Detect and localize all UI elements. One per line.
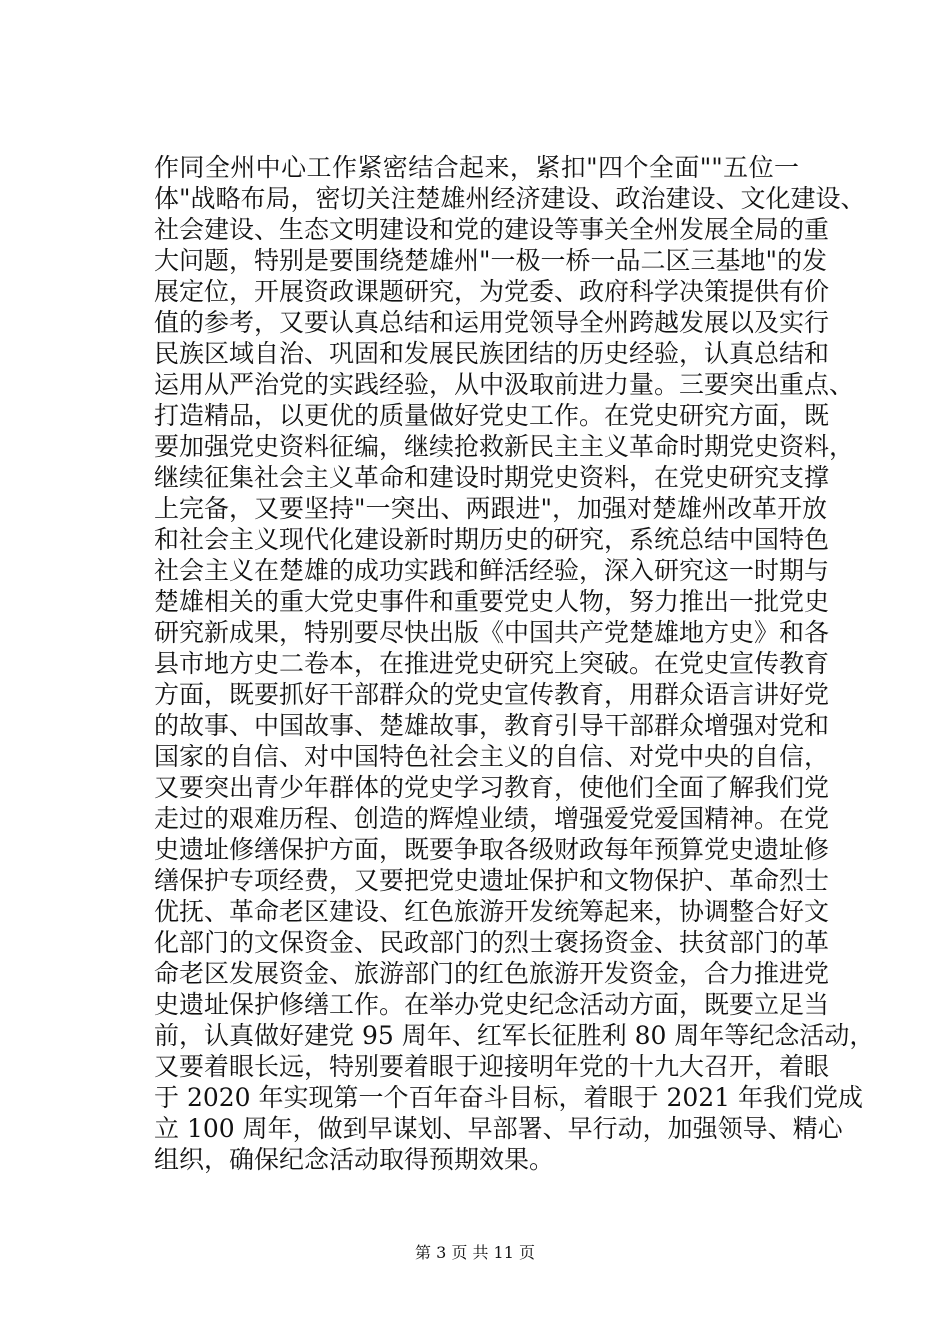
text-line: 国家的自信、对中国特色社会主义的自信、对党中央的自信， — [154, 742, 830, 771]
text-line: 化部门的文保资金、民政部门的烈士褒扬资金、扶贫部门的革 — [154, 928, 830, 957]
text-line: 于 2020 年实现第一个百年奋斗目标，着眼于 2021 年我们党成 — [154, 1083, 864, 1112]
text-line: 上完备，又要坚持"一突出、两跟进"，加强对楚雄州改革开放 — [154, 494, 828, 523]
text-line: 大问题，特别是要围绕楚雄州"一极一桥一品二区三基地"的发 — [154, 246, 828, 275]
text-line: 走过的艰难历程、创造的辉煌业绩，增强爱党爱国精神。在党 — [154, 804, 830, 833]
text-line: 缮保护专项经费，又要把党史遗址保护和文物保护、革命烈士 — [154, 866, 830, 895]
text-line: 优抚、革命老区建设、红色旅游开发统筹起来，协调整合好文 — [154, 897, 830, 926]
text-line: 又要着眼长远，特别要着眼于迎接明年党的十九大召开，着眼 — [154, 1052, 830, 1081]
text-line: 和社会主义现代化建设新时期历史的研究，系统总结中国特色 — [154, 525, 830, 554]
text-line-last: 组织，确保纪念活动取得预期效果。 — [154, 1145, 555, 1174]
text-line: 体"战略布局，密切关注楚雄州经济建设、政治建设、文化建设、 — [154, 184, 866, 213]
text-line: 展定位，开展资政课题研究，为党委、政府科学决策提供有价 — [154, 277, 830, 306]
text-line: 命老区发展资金、旅游部门的红色旅游开发资金，合力推进党 — [154, 959, 830, 988]
text-line: 作同全州中心工作紧密结合起来，紧扣"四个全面""五位一 — [154, 153, 799, 182]
text-line: 打造精品，以更优的质量做好党史工作。在党史研究方面，既 — [154, 401, 830, 430]
body-paragraph — [154, 152, 875, 1175]
text-line: 方面，既要抓好干部群众的党史宣传教育，用群众语言讲好党 — [154, 680, 830, 709]
text-line: 前，认真做好建党 95 周年、红军长征胜利 80 周年等纪念活动， — [154, 1021, 875, 1050]
page-number-footer: 第 3 页 共 11 页 — [415, 1243, 535, 1262]
text-line: 立 100 周年，做到早谋划、早部署、早行动，加强领导、精心 — [154, 1114, 843, 1143]
text-line: 值的参考，又要认真总结和运用党领导全州跨越发展以及实行 — [154, 308, 830, 337]
text-line: 社会建设、生态文明建设和党的建设等事关全州发展全局的重 — [154, 215, 830, 244]
text-line: 县市地方史二卷本，在推进党史研究上突破。在党史宣传教育 — [154, 649, 830, 678]
text-line: 继续征集社会主义革命和建设时期党史资料，在党史研究支撑 — [154, 463, 830, 492]
text-line: 要加强党史资料征编，继续抢救新民主主义革命时期党史资料， — [154, 432, 855, 461]
text-line: 的故事、中国故事、楚雄故事，教育引导干部群众增强对党和 — [154, 711, 830, 740]
text-line: 史遗址修缮保护方面，既要争取各级财政每年预算党史遗址修 — [154, 835, 830, 864]
text-line: 史遗址保护修缮工作。在举办党史纪念活动方面，既要立足当 — [154, 990, 830, 1019]
text-line: 楚雄相关的重大党史事件和重要党史人物，努力推出一批党史 — [154, 587, 830, 616]
text-line: 研究新成果，特别要尽快出版《中国共产党楚雄地方史》和各 — [154, 618, 830, 647]
text-line: 社会主义在楚雄的成功实践和鲜活经验，深入研究这一时期与 — [154, 556, 830, 585]
text-line: 民族区域自治、巩固和发展民族团结的历史经验，认真总结和 — [154, 339, 830, 368]
text-line: 运用从严治党的实践经验，从中汲取前进力量。三要突出重点、 — [154, 370, 855, 399]
text-line: 又要突出青少年群体的党史学习教育，使他们全面了解我们党 — [154, 773, 830, 802]
